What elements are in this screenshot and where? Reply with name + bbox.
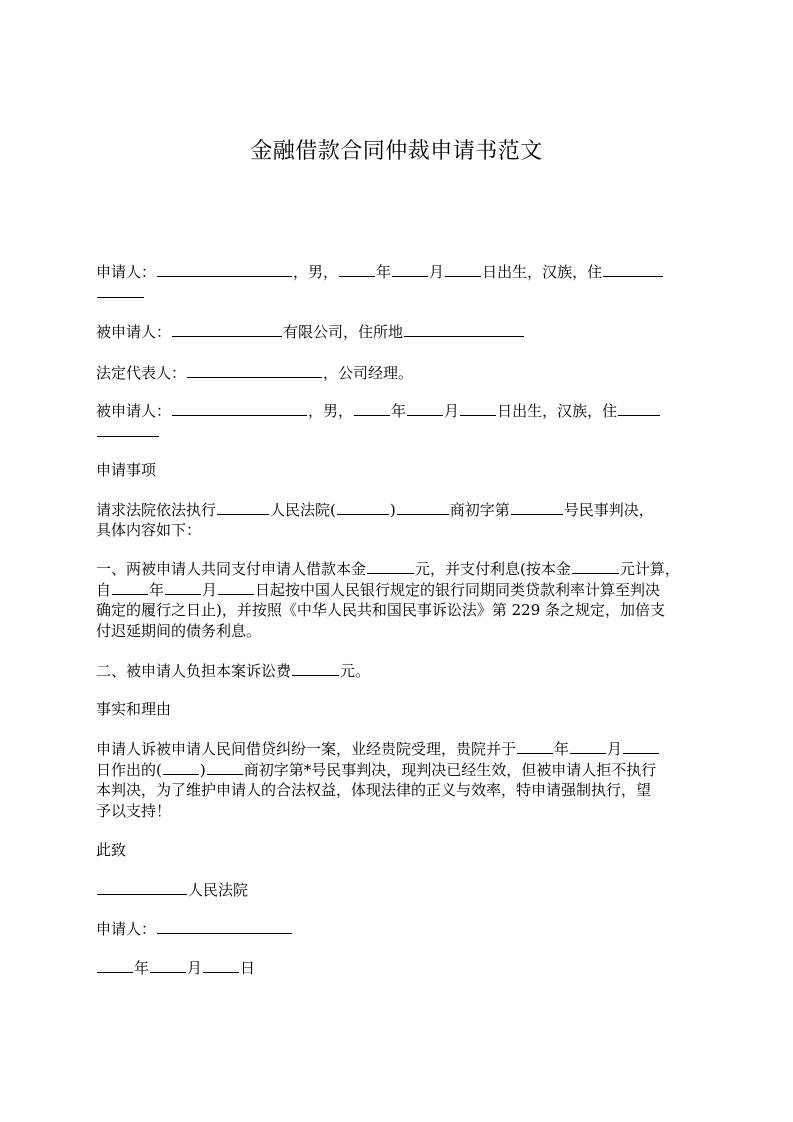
facts-case-year-blank[interactable] xyxy=(163,759,199,775)
facts-text-1: 申请人诉被申请人民间借贷纠纷一案，业经贵院受理，贵院并于 xyxy=(96,740,517,758)
closing-court: 人民法院 xyxy=(188,881,249,899)
respondent2-year: 年 xyxy=(391,402,407,420)
item2-text-1: 二、被申请人负担本案诉讼费 xyxy=(96,662,292,680)
applicant1-line-cont xyxy=(96,282,700,304)
facts-text-2: 年 xyxy=(554,740,570,758)
item1-base-blank[interactable] xyxy=(572,558,619,574)
request-text-4: 商初字第 xyxy=(449,501,510,519)
respondent2-born: 日出生，汉族，住 xyxy=(497,402,618,420)
closing-court-blank[interactable] xyxy=(97,879,187,895)
facts-text-6: 商初字第*号民事判决，现判决已经生效，但被申请人拒不执行 xyxy=(243,761,657,779)
respondent2-label: 被申请人： xyxy=(96,402,172,420)
item1-line-4: 付迟延期间的债务利息。 xyxy=(96,622,262,640)
closing-month-blank[interactable] xyxy=(150,957,186,973)
respondent2-address-blank-cont[interactable] xyxy=(97,421,159,437)
facts-day-blank[interactable] xyxy=(623,738,659,754)
legal-rep-role: ，公司经理。 xyxy=(323,364,414,382)
closing-sign-line xyxy=(96,918,700,940)
item1-line-1 xyxy=(96,558,700,580)
request-court-blank[interactable] xyxy=(217,499,269,515)
closing-sign-blank[interactable] xyxy=(157,918,292,934)
item1-principal-blank[interactable] xyxy=(367,558,414,574)
section-request-heading: 申请事项 xyxy=(96,461,157,479)
request-number-blank[interactable] xyxy=(511,499,563,515)
item1-text-5: 年 xyxy=(149,581,165,599)
facts-line-4: 予以支持！ xyxy=(96,802,172,820)
applicant1-year-blank[interactable] xyxy=(339,261,375,277)
item2-fee-blank[interactable] xyxy=(292,660,339,676)
facts-text-5: ) xyxy=(199,761,206,779)
item2-text-2: 元。 xyxy=(340,662,371,680)
item1-line-3: 确定的履行之日止)，并按照《中华人民共和国民事诉讼法》第 229 条之规定，加倍支 xyxy=(96,601,666,619)
item1-text-2: 元，并支付利息(按本金 xyxy=(415,560,571,578)
request-year-blank[interactable] xyxy=(337,499,389,515)
legal-rep-label: 法定代表人： xyxy=(96,364,187,382)
applicant1-address-blank[interactable] xyxy=(603,261,663,277)
closing-day-blank[interactable] xyxy=(203,957,239,973)
applicant1-month-blank[interactable] xyxy=(392,261,428,277)
item1-month-blank[interactable] xyxy=(165,579,201,595)
request-text-2: 人民法院( xyxy=(270,501,336,519)
item1-text-6: 月 xyxy=(202,581,218,599)
facts-month-blank[interactable] xyxy=(570,738,606,754)
facts-year-blank[interactable] xyxy=(517,738,553,754)
respondent2-day-blank[interactable] xyxy=(460,400,496,416)
respondent2-month-blank[interactable] xyxy=(407,400,443,416)
section-facts-heading: 事实和理由 xyxy=(96,700,172,718)
respondent2-year-blank[interactable] xyxy=(354,400,390,416)
request-code-blank[interactable] xyxy=(397,499,449,515)
request-line-1 xyxy=(96,499,700,521)
item2-line xyxy=(96,660,700,682)
respondent2-name-blank[interactable] xyxy=(172,400,307,416)
facts-text-3: 月 xyxy=(607,740,623,758)
facts-text-4: 日作出的( xyxy=(96,761,162,779)
respondent1-company-blank[interactable] xyxy=(172,321,282,337)
legal-rep-name-blank[interactable] xyxy=(187,362,322,378)
item1-text-3: 元计算， xyxy=(619,560,680,578)
respondent2-line xyxy=(96,400,700,422)
respondent1-address-blank[interactable] xyxy=(404,321,524,337)
applicant1-address-blank-cont[interactable] xyxy=(97,282,144,298)
item1-text-1: 一、两被申请人共同支付申请人借款本金 xyxy=(96,560,367,578)
facts-case-code-blank[interactable] xyxy=(207,759,243,775)
closing-court-line xyxy=(96,879,700,901)
applicant1-day-blank[interactable] xyxy=(445,261,481,277)
applicant1-month: 月 xyxy=(429,263,445,281)
closing-sign-label: 申请人： xyxy=(96,920,157,938)
item1-line-2 xyxy=(96,579,700,601)
request-text-1: 请求法院依法执行 xyxy=(96,501,217,519)
closing-month: 月 xyxy=(187,959,203,977)
applicant1-gender: ，男， xyxy=(293,263,339,281)
document-title: 金融借款合同仲裁申请书范文 xyxy=(250,139,543,164)
respondent1-label: 被申请人： xyxy=(96,323,172,341)
respondent2-month: 月 xyxy=(444,402,460,420)
facts-line-3: 本判决，为了维护申请人的合法权益，体现法律的正义与效率，特申请强制执行，望 xyxy=(96,781,652,799)
closing-year-blank[interactable] xyxy=(97,957,133,973)
applicant1-born: 日出生，汉族，住 xyxy=(482,263,603,281)
item1-day-blank[interactable] xyxy=(218,579,254,595)
legal-rep-line xyxy=(96,362,700,384)
item1-text-4: 自 xyxy=(96,581,112,599)
closing-date-line xyxy=(96,957,700,979)
request-text-3: ) xyxy=(389,501,396,519)
respondent2-address-blank[interactable] xyxy=(618,400,660,416)
respondent1-line xyxy=(96,321,700,343)
respondent2-line-cont xyxy=(96,421,700,443)
respondent1-company: 有限公司，住所地 xyxy=(283,323,404,341)
facts-line-2 xyxy=(96,759,700,781)
applicant1-name-blank[interactable] xyxy=(157,261,292,277)
closing-salute: 此致 xyxy=(96,841,127,859)
request-text-5: 号民事判决， xyxy=(563,501,654,519)
applicant1-line xyxy=(96,261,700,283)
request-line-2: 具体内容如下： xyxy=(96,521,202,539)
applicant1-year: 年 xyxy=(376,263,392,281)
facts-line-1 xyxy=(96,738,700,760)
respondent2-gender: ，男， xyxy=(308,402,354,420)
applicant1-label: 申请人： xyxy=(96,263,157,281)
item1-text-7: 日起按中国人民银行规定的银行同期同类贷款利率计算至判决 xyxy=(255,581,661,599)
item1-year-blank[interactable] xyxy=(112,579,148,595)
closing-day: 日 xyxy=(240,959,256,977)
closing-year: 年 xyxy=(134,959,150,977)
